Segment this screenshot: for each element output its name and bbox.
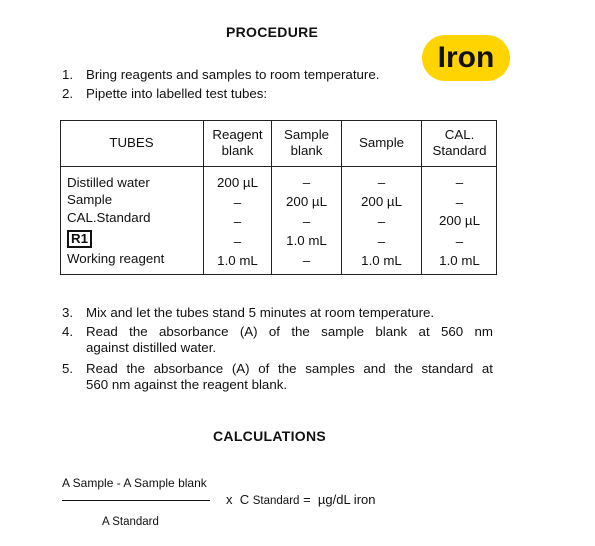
row-label-working-reagent: Working reagent (67, 251, 165, 266)
table-cell: 200 µL (439, 213, 480, 228)
header-tubes: TUBES (109, 135, 154, 150)
step-number: 4. (62, 324, 74, 339)
formula-fraction-line (62, 500, 210, 501)
header-reagent-blank: Reagent blank (212, 127, 263, 158)
table-cell: 1.0 mL (361, 253, 402, 268)
multiply-sign: x (226, 492, 233, 507)
step-text-continued: against distilled water. (86, 340, 217, 355)
formula-result: µg/dL iron (317, 492, 376, 507)
step-text: Mix and let the tubes stand 5 minutes at room temperature. (86, 305, 435, 320)
r1-label-box: R1 (67, 230, 92, 248)
table-cell: – (455, 234, 464, 249)
header-sample-blank: Sample blank (283, 127, 330, 158)
table-cell: – (455, 195, 464, 210)
c-subscript: Standard (252, 495, 300, 507)
table-cell: – (377, 214, 386, 229)
table-header-divider (60, 166, 497, 167)
table-cell: 200 µL (361, 194, 402, 209)
calculations-title: CALCULATIONS (213, 428, 326, 444)
formula-numerator: A Sample - A Sample blank (62, 476, 207, 490)
formula-multiplier (226, 492, 376, 507)
row-label-r1 (67, 230, 92, 248)
procedure-title: PROCEDURE (226, 24, 319, 40)
header-cal-standard: CAL. Standard (432, 127, 487, 158)
step-number: 3. (62, 305, 74, 320)
table-cell: – (302, 214, 311, 229)
table-cell: 1.0 mL (439, 253, 480, 268)
row-label-distilled-water: Distilled water (67, 175, 150, 190)
table-cell: – (455, 175, 464, 190)
table-cell: 200 µL (286, 194, 327, 209)
iron-badge: Iron (422, 35, 510, 81)
step-text: Pipette into labelled test tubes: (86, 86, 268, 101)
step-number: 2. (62, 86, 74, 101)
table-cell: 1.0 mL (217, 253, 258, 268)
table-cell: 1.0 mL (286, 233, 327, 248)
step-4 (62, 324, 502, 358)
step-number: 5. (62, 361, 74, 376)
step-text: Bring reagents and samples to room temperature. (86, 67, 380, 82)
c-label: C (239, 492, 250, 507)
row-label-sample: Sample (67, 192, 113, 207)
table-cell: – (377, 234, 386, 249)
pipetting-table (60, 120, 497, 275)
row-label-cal-standard: CAL.Standard (67, 210, 151, 225)
step-text: Read the absorbance (A) of the samples and the standard at (86, 361, 493, 376)
table-cell: – (302, 175, 311, 190)
step-number: 1. (62, 67, 74, 82)
table-cell: – (302, 253, 311, 268)
table-cell: – (233, 234, 242, 249)
equals-sign: = (303, 492, 311, 507)
table-cell: 200 µL (217, 175, 258, 190)
step-text: Read the absorbance (A) of the sample blank at 560 nm (86, 324, 493, 339)
header-sample: Sample (358, 135, 405, 150)
table-cell: – (233, 195, 242, 210)
step-5 (62, 361, 502, 395)
table-cell: – (377, 175, 386, 190)
step-text-continued: 560 nm against the reagent blank. (86, 377, 288, 392)
formula-denominator: A Standard (102, 516, 159, 528)
table-cell: – (233, 214, 242, 229)
